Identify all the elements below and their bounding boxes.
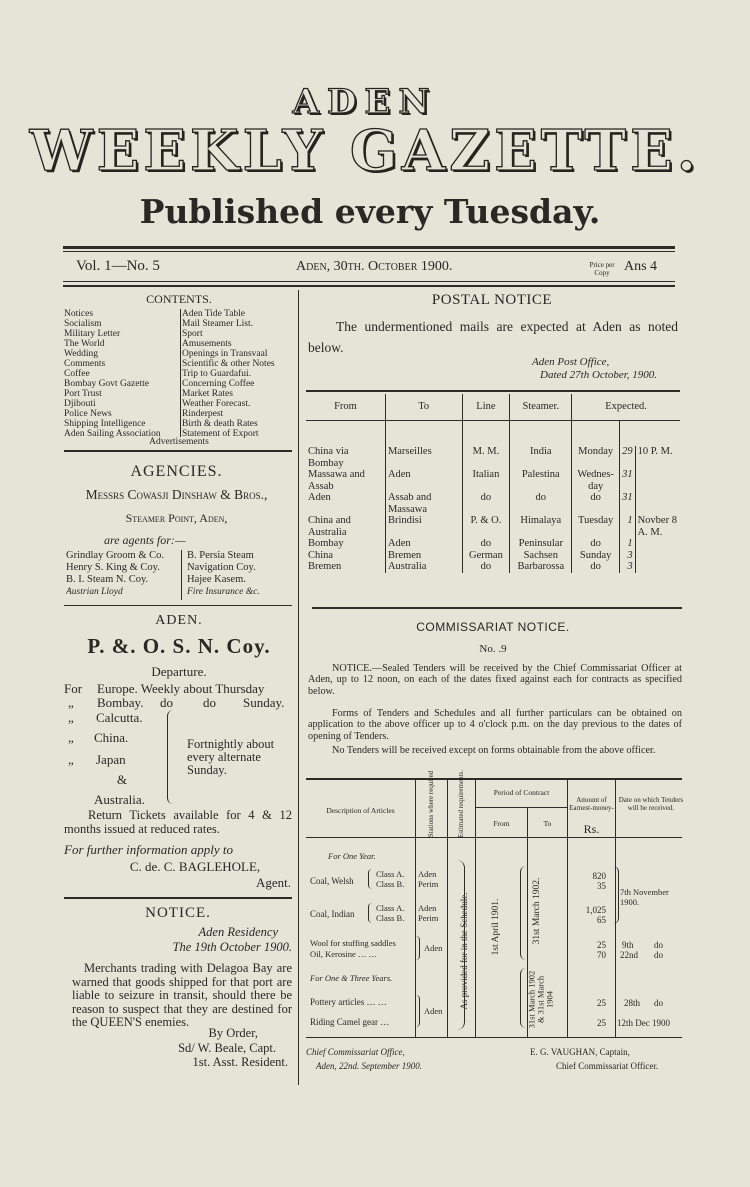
agents-for: are agents for:— xyxy=(104,533,186,547)
tender-table-header-rule xyxy=(306,837,682,838)
tender-classes: Class A. Class B. xyxy=(376,903,405,923)
tender-for-one-year: For One Year. xyxy=(328,851,376,861)
posn-dest: China. xyxy=(94,730,129,745)
tender-th-amount: Amount of Earnest-money- xyxy=(569,796,614,812)
section-rule xyxy=(64,605,292,606)
postal-cell-steamer: Barbarossa xyxy=(510,561,572,573)
postal-dated: Dated 27th October, 1900. xyxy=(540,369,658,381)
commissariat-officer: E. G. VAUGHAN, Captain, xyxy=(530,1047,630,1057)
agency-item: Austrian Lloyd xyxy=(66,587,123,597)
postal-row xyxy=(306,469,680,492)
postal-cell-to: Brindisi xyxy=(385,515,462,538)
posn-fortnightly: Fortnightly about every alternate Sunday. xyxy=(187,737,275,777)
contents-item: Openings in Transvaal xyxy=(182,349,268,359)
commissariat-officer-title: Chief Commissariat Officer. xyxy=(556,1061,659,1071)
tender-date-do: do xyxy=(654,940,663,950)
contents-item: Amusements xyxy=(182,339,232,349)
contents-item: Concerning Coffee xyxy=(182,379,255,389)
postal-cell-time xyxy=(635,550,680,562)
tender-brace xyxy=(454,860,465,1030)
price-value: Ans 4 xyxy=(624,259,658,274)
posn-return: Return Tickets available for 4 & 12 months issued at reduced rates. xyxy=(64,808,292,836)
tender-date-9th: 9th xyxy=(622,940,634,950)
posn-quote: „ xyxy=(68,730,74,745)
tender-coal-indian: Coal, Indian xyxy=(310,909,355,919)
agencies-firm: Messrs Cowasji Dinshaw & Bros., xyxy=(85,487,268,502)
postal-th-from: From xyxy=(306,394,385,420)
contents-item: Trip to Guardafui. xyxy=(182,369,252,379)
posn-do: do xyxy=(203,695,216,710)
commissariat-number: No. .9 xyxy=(479,643,507,655)
postal-th-steamer: Steamer. xyxy=(510,394,572,420)
posn-dest: Calcutta. xyxy=(96,710,143,725)
contents-item: Port Trust xyxy=(64,389,102,399)
contents-item: Birth & death Rates xyxy=(182,419,258,429)
postal-row xyxy=(306,538,680,550)
postal-cell-from: Massawa and Assab xyxy=(306,469,385,492)
posn-place: ADEN. xyxy=(155,613,203,628)
contents-item: Aden Tide Table xyxy=(182,309,246,319)
tender-amount: 25 xyxy=(597,940,606,950)
tender-date-28th: 28th xyxy=(624,998,641,1008)
postal-cell-day: Wednes-day xyxy=(572,469,620,492)
contents-advertisements: Advertisements xyxy=(149,437,209,447)
contents-item: Bombay Govt Gazette xyxy=(64,379,149,389)
postal-table-bottom-rule xyxy=(312,607,682,609)
postal-cell-day: Monday xyxy=(572,446,620,469)
agency-item: B. Persia Steam xyxy=(187,550,254,561)
postal-th-line: Line xyxy=(462,394,510,420)
commissariat-office: Chief Commissariat Office, xyxy=(306,1047,405,1057)
postal-cell-steamer: Palestina xyxy=(510,469,572,492)
postal-th-expected: Expected. xyxy=(605,401,647,412)
tender-period-rule xyxy=(475,807,567,808)
posn-quote: „ xyxy=(68,695,74,710)
tender-stations: Aden Perim xyxy=(418,903,439,923)
postal-cell-date: 3 xyxy=(620,561,636,573)
agency-item: Fire Insurance &c. xyxy=(187,587,260,597)
postal-cell-steamer: do xyxy=(510,492,572,515)
postal-cell-time xyxy=(635,492,680,515)
posn-agent-name: C. de. C. BAGLEHOLE, xyxy=(129,859,261,874)
contents-item: Socialism xyxy=(64,319,102,329)
agencies-left-list xyxy=(66,550,182,598)
tender-brace xyxy=(414,995,420,1027)
postal-cell-time xyxy=(635,469,680,492)
section-rule xyxy=(64,450,292,452)
postal-row xyxy=(306,492,680,515)
notice-body: Merchants trading with Delagoa Bay are warned that goods shipped for that port are liable to seizure in transit, should there be reason to suspect that they are destined for the QUEEN'S enemies. xyxy=(72,961,292,1029)
tender-col-line xyxy=(447,780,448,1037)
postal-cell-time: 10 P. M. xyxy=(637,446,673,457)
commissariat-para1: NOTICE.—Sealed Tenders will be received by the Chief Commissariat Officer at Aden, up to 12 noon, on each of the dates fixed against each for contracts as specified below. xyxy=(308,663,682,697)
tender-th-estimated: Estimated requirements. xyxy=(457,769,465,839)
postal-table-top-rule xyxy=(306,390,680,392)
contents-item: Weather Forecast. xyxy=(182,399,251,409)
postal-cell-from: China and Australia xyxy=(306,515,385,538)
tender-date-12dec: 12th Dec 1900 xyxy=(617,1018,670,1028)
notice-by-order: By Order, xyxy=(208,1026,258,1040)
postal-cell-date: 31 xyxy=(620,492,636,515)
tender-brace xyxy=(368,903,374,923)
posn-bombay: Bombay. xyxy=(97,695,144,710)
posn-further: For further information apply to xyxy=(64,842,233,857)
postal-cell-to: Assab and Massawa xyxy=(385,492,462,515)
masthead-rule xyxy=(63,246,675,249)
posn-row1-for: For xyxy=(64,681,83,696)
posn-do: do xyxy=(160,695,173,710)
commissariat-heading: COMMISSARIAT NOTICE. xyxy=(416,620,570,634)
postal-cell-from: China xyxy=(306,550,385,562)
contents-item: Market Rates xyxy=(182,389,233,399)
postal-cell-line: P. & O. xyxy=(462,515,510,538)
contents-left-list xyxy=(64,309,182,439)
postal-heading: POSTAL NOTICE xyxy=(431,292,553,308)
tender-as-provided: As provided for in the Schedule. xyxy=(459,892,469,1010)
contents-item: Scientific & other Notes xyxy=(182,359,275,369)
tender-date-do: do xyxy=(654,998,663,1008)
postal-spacer-row xyxy=(306,420,680,446)
postal-cell-steamer: Peninsular xyxy=(510,538,572,550)
posn-dest: Japan xyxy=(96,752,126,767)
postal-row xyxy=(306,550,680,562)
postal-cell-line: Italian xyxy=(462,469,510,492)
contents-item: Coffee xyxy=(64,369,90,379)
postal-cell-time xyxy=(635,561,680,573)
postal-row xyxy=(306,446,680,469)
postal-cell-from: China via Bombay xyxy=(306,446,385,469)
agency-item: Navigation Coy. xyxy=(187,562,256,573)
contents-right-list xyxy=(182,309,294,439)
contents-item: Shipping Intelligence xyxy=(64,419,146,429)
postal-office: Aden Post Office, xyxy=(532,356,610,368)
postal-body: The undermentioned mails are expected at Aden as noted below. xyxy=(308,319,678,355)
tender-th-desc: Description of Articles xyxy=(326,806,395,815)
posn-agent: Agent. xyxy=(255,875,291,890)
contents-item: Police News xyxy=(64,409,112,419)
postal-row xyxy=(306,561,680,573)
tender-from-date: 1st April 1901. xyxy=(491,898,501,956)
postal-cell-to: Marseilles xyxy=(385,446,462,469)
postal-th-to: To xyxy=(385,394,462,420)
postal-cell-steamer: India xyxy=(510,446,572,469)
contents-item: Mail Steamer List. xyxy=(182,319,253,329)
tender-station-aden: Aden xyxy=(424,943,443,953)
tender-pottery: Pottery articles … … xyxy=(310,997,387,1007)
issue-date: Aden, 30th. October 1900. xyxy=(296,259,453,274)
tender-amount: 25 xyxy=(597,998,606,1008)
contents-item: Comments xyxy=(64,359,106,369)
postal-cell-date: 29 xyxy=(620,446,636,469)
tender-to-date-2: 31st March 1902 & 31st March 1904 xyxy=(526,970,555,1029)
contents-item: Notices xyxy=(64,309,94,319)
tender-th-period: Period of Contract xyxy=(493,788,550,797)
contents-item: The World xyxy=(64,339,105,349)
postal-row xyxy=(306,515,680,538)
tender-amount: 1,025 xyxy=(585,905,606,915)
tender-to-date: 31st March 1902. xyxy=(532,877,542,945)
tender-th-rs: Rs. xyxy=(583,822,600,836)
postal-cell-date: 31 xyxy=(620,469,636,492)
postal-cell-date: 1 xyxy=(620,515,636,538)
contents-divider xyxy=(180,309,181,437)
tender-date-22nd: 22nd xyxy=(620,950,638,960)
postal-cell-line: do xyxy=(462,538,510,550)
notice-heading: NOTICE. xyxy=(145,905,211,921)
postal-cell-line: do xyxy=(462,561,510,573)
commissariat-para3: No Tenders will be received except on forms obtainable from the above officer. xyxy=(332,745,656,756)
tender-amount: 25 xyxy=(597,1018,606,1028)
tender-wool-oil: Wool for stuffing saddles Oil, Kerosine … … xyxy=(310,938,396,959)
postal-cell-day: Sunday xyxy=(572,550,620,562)
tender-th-stations: Stations where required xyxy=(427,770,435,838)
contents-item: Military Letter xyxy=(64,329,121,339)
tender-classes: Class A. Class B. xyxy=(376,869,405,889)
masthead-title: WEEKLY GAZETTE. xyxy=(29,118,701,184)
tender-th-from: From xyxy=(493,819,510,828)
tender-amount: 820 xyxy=(592,871,606,881)
posn-sunday: Sunday. xyxy=(243,695,285,710)
postal-cell-to: Bremen xyxy=(385,550,462,562)
contents-item: Statement of Export xyxy=(182,429,259,439)
postal-cell-to: Australia xyxy=(385,561,462,573)
posn-departure: Departure. xyxy=(151,664,207,679)
tender-riding: Riding Camel gear … xyxy=(310,1017,390,1027)
postal-cell-day: do xyxy=(572,538,620,550)
tender-stations: Aden Perim xyxy=(418,869,439,889)
postal-cell-steamer: Himalaya xyxy=(510,515,572,538)
agency-item: Hajee Kasem. xyxy=(187,574,246,585)
postal-cell-day: Tuesday xyxy=(572,515,620,538)
agencies-divider xyxy=(181,550,182,600)
postal-cell-to: Aden xyxy=(385,538,462,550)
postal-cell-to: Aden xyxy=(385,469,462,492)
notice-signed: Sd/ W. Beale, Capt. xyxy=(178,1041,276,1055)
postal-cell-day: do xyxy=(572,561,620,573)
postal-cell-line: do xyxy=(462,492,510,515)
postal-cell-time xyxy=(635,538,680,550)
column-divider xyxy=(298,290,299,1085)
masthead-rule-thin xyxy=(63,251,675,252)
tender-th-to: To xyxy=(543,819,552,828)
tender-coal-welsh: Coal, Welsh xyxy=(310,876,354,886)
posn-company: P. &. O. S. N. Coy. xyxy=(87,634,271,658)
tender-amount: 70 xyxy=(597,950,606,960)
postal-cell-time: Novber 8 A. M. xyxy=(637,515,677,538)
posn-dest: Australia. xyxy=(94,792,145,807)
tender-date-nov: 7th November 1900. xyxy=(620,887,669,907)
contents-heading: CONTENTS. xyxy=(146,292,212,306)
postal-cell-from: Aden xyxy=(306,492,385,515)
posn-quote: „ xyxy=(68,752,74,767)
tender-brace xyxy=(520,866,527,960)
postal-cell-date: 1 xyxy=(620,538,636,550)
contents-item: Rinderpest xyxy=(182,409,224,419)
price-label: Price per Copy xyxy=(589,261,615,277)
posn-quote: „ xyxy=(68,710,74,725)
contents-item: Aden Sailing Association xyxy=(64,429,161,439)
agency-item: B. I. Steam N. Coy. xyxy=(66,574,149,585)
contents-item: Djibouti xyxy=(64,399,96,409)
agencies-heading: AGENCIES. xyxy=(130,463,223,480)
postal-cell-date: 3 xyxy=(620,550,636,562)
postal-cell-from: Bombay xyxy=(306,538,385,550)
tender-brace xyxy=(612,866,619,924)
dateline-rule-thick xyxy=(63,285,675,287)
postal-cell-day: do xyxy=(572,492,620,515)
tender-for-one-three: For One & Three Years. xyxy=(310,973,393,983)
postal-cell-steamer: Sachsen xyxy=(510,550,572,562)
tender-date-do: do xyxy=(654,950,663,960)
contents-item: Wedding xyxy=(64,349,99,359)
postal-cell-line: M. M. xyxy=(462,446,510,469)
tender-station-aden: Aden xyxy=(424,1006,443,1016)
masthead-line1: ADEN xyxy=(292,82,438,122)
tender-table-bottom-rule xyxy=(306,1037,682,1038)
tender-table-top-rule xyxy=(306,778,682,780)
tender-brace xyxy=(414,936,420,960)
agency-item: Henry S. King & Coy. xyxy=(66,562,160,573)
posn-dest: & xyxy=(117,772,128,787)
section-rule xyxy=(64,897,292,899)
commissariat-office-date: Aden, 22nd. September 1900. xyxy=(316,1061,422,1071)
agencies-right-list xyxy=(187,550,295,598)
tender-amount: 65 xyxy=(597,915,606,925)
tender-amount: 35 xyxy=(597,881,606,891)
volume-number: Vol. 1—No. 5 xyxy=(76,258,160,274)
tender-col-line xyxy=(567,780,568,1037)
posn-brace xyxy=(167,710,178,804)
notice-title: 1st. Asst. Resident. xyxy=(192,1055,288,1069)
postal-cell-from: Bremen xyxy=(306,561,385,573)
contents-item: Sport xyxy=(182,329,203,339)
commissariat-para2: Forms of Tenders and Schedules and all further particulars can be obtained on application to the above officer up to 4 o'clock p.m. on the day previous to the dates of opening of Tenders. xyxy=(308,708,682,742)
postal-table xyxy=(306,394,680,573)
dateline-rule xyxy=(63,281,675,282)
postal-cell-line: German xyxy=(462,550,510,562)
tender-brace xyxy=(368,869,374,889)
notice-date: The 19th October 1900. xyxy=(172,940,292,954)
agencies-location: Steamer Point, Aden, xyxy=(125,511,228,525)
posn-row1-europe: Europe. Weekly about Thursday xyxy=(97,681,265,696)
notice-sender: Aden Residency xyxy=(198,925,278,939)
agency-item: Grindlay Groom & Co. xyxy=(66,550,164,561)
masthead-tagline: Published every Tuesday. xyxy=(139,192,601,231)
tender-th-date: Date on which Tenders will be received. xyxy=(618,796,684,812)
